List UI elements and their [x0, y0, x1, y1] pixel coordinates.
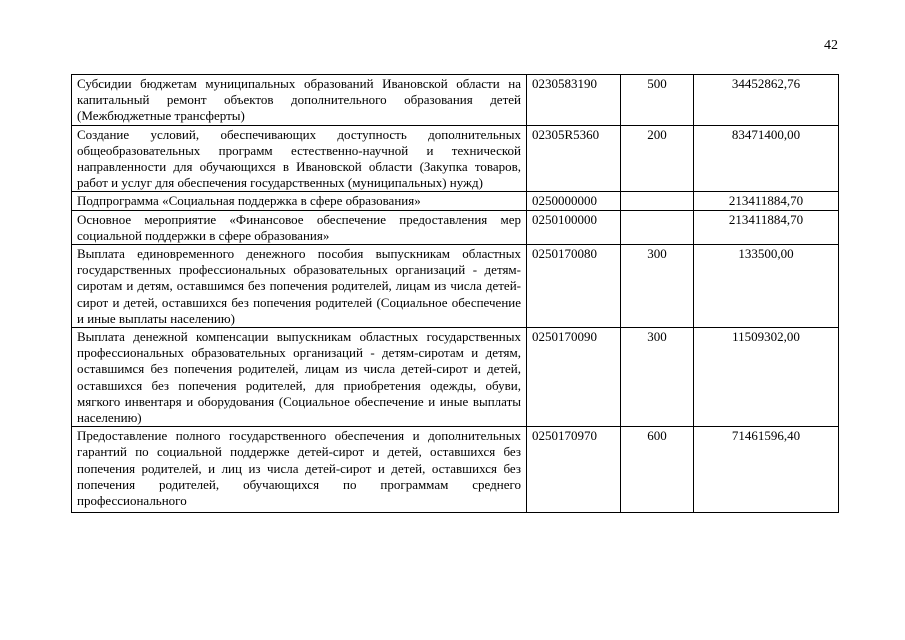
table-row: [72, 245, 839, 328]
row-amount: 213411884,70: [694, 210, 839, 244]
row-amount: 11509302,00: [694, 328, 839, 427]
table-row: [72, 75, 839, 126]
row-target-code: 0250170080: [527, 245, 621, 328]
row-expense-type: [621, 210, 694, 244]
table-row: [72, 192, 839, 210]
row-name: Субсидии бюджетам муниципальных образований Ивановской области на капитальный ремонт объектов дополнительного образования детей (Межбюджетные трансферты): [72, 75, 527, 126]
row-target-code: 0250170970: [527, 427, 621, 513]
row-name: Подпрограмма «Социальная поддержка в сфере образования»: [72, 192, 527, 210]
row-amount: 83471400,00: [694, 125, 839, 192]
row-expense-type: 300: [621, 328, 694, 427]
table-row: [72, 427, 839, 513]
row-target-code: 0250000000: [527, 192, 621, 210]
table-row: [72, 210, 839, 244]
row-expense-type: 200: [621, 125, 694, 192]
row-expense-type: 600: [621, 427, 694, 513]
row-expense-type: 300: [621, 245, 694, 328]
row-expense-type: [621, 192, 694, 210]
row-name: Выплата денежной компенсации выпускникам областных государственных профессиональных образовательных организаций - детям-сиротам и детям, оставшимся без попечения родителей, лицам из числа детей-сирот и детей, оставшихся без попечения родителей, для приобретения одежды, обуви, мягкого инвентаря и оборудования (Социальное обеспечение и иные выплаты населению): [72, 328, 527, 427]
row-target-code: 0230583190: [527, 75, 621, 126]
row-name: Создание условий, обеспечивающих доступность дополнительных общеобразовательных программ естественно-научной и технической направленности для обучающихся в Ивановской области (Закупка товаров, работ и услуг для обеспечения государственных (муниципальных) нужд): [72, 125, 527, 192]
row-name: Основное мероприятие «Финансовое обеспечение предоставления мер социальной поддержки в сфере образования»: [72, 210, 527, 244]
row-amount: 213411884,70: [694, 192, 839, 210]
row-expense-type: 500: [621, 75, 694, 126]
row-amount: 71461596,40: [694, 427, 839, 513]
table-row: [72, 125, 839, 192]
row-amount: 133500,00: [694, 245, 839, 328]
page-number: 42: [824, 38, 838, 53]
row-target-code: 0250100000: [527, 210, 621, 244]
budget-table: [71, 74, 839, 513]
row-target-code: 02305R5360: [527, 125, 621, 192]
row-name: Выплата единовременного денежного пособия выпускникам областных государственных профессиональных образовательных организаций - детям-сиротам и детям, оставшимся без попечения родителей, лицам из числа детей-сирот и детей, оставшихся без попечения родителей (Социальное обеспечение и иные выплаты населению): [72, 245, 527, 328]
row-target-code: 0250170090: [527, 328, 621, 427]
table-row: [72, 328, 839, 427]
row-name: Предоставление полного государственного обеспечения и дополнительных гарантий по социальной поддержке детей-сирот и детей, оставшихся без попечения родителей, и лиц из числа детей-сирот и детей, оставшихся без попечения родителей, обучающихся по программам среднего профессионального: [72, 427, 527, 513]
row-amount: 34452862,76: [694, 75, 839, 126]
